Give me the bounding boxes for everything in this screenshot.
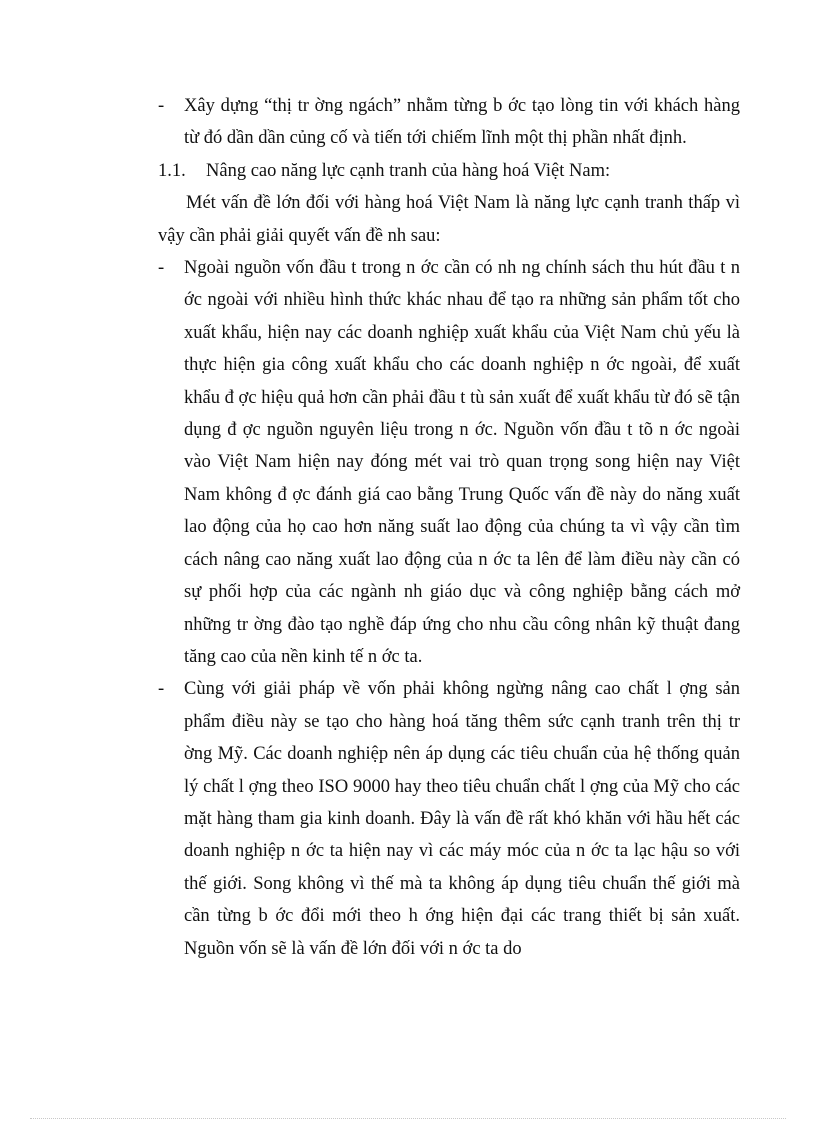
- section-number: 1.1.: [158, 160, 186, 181]
- bullet-marker: -: [158, 679, 165, 700]
- page-bottom-rule: [30, 1118, 786, 1119]
- bullet-item-1: [158, 90, 740, 155]
- intro-paragraph: Mét vấn đề lớn đối với hàng hoá Việt Nam là năng lực cạnh tranh thấp vì vậy cần phải giải quyết vấn đề nh sau:: [158, 193, 740, 246]
- bullet-item-2: [158, 252, 740, 673]
- bullet-marker: -: [158, 96, 165, 116]
- bullet-text-2: Ngoài nguồn vốn đầu t trong n ớc cần có nh ng chính sách thu hút đầu t n ớc ngoài với nhiều hình thức khác nhau để tạo ra những sản phẩm tốt cho xuất khẩu, hiện nay các doanh nghiệp xuất khẩu của Việt Nam chủ yếu là thực hiện gia công xuất khẩu cho các doanh nghiệp n ớc ngoài, để xuất khẩu đ ợc hiệu quả hơn cần phải đầu t tù sản xuất để xuất khẩu từ đó sẽ tận dụng đ ợc nguồn nguyên liệu trong n ớc. Nguồn vốn đầu t tõ n ớc ngoài vào Việt Nam hiện nay đóng mét vai trò quan trọng song hiện nay Việt Nam không đ ợc đánh giá cao bằng Trung Quốc vấn đề này do năng xuất lao động của họ cao hơn năng suất lao động của chúng ta vì vậy cần tìm cách nâng cao năng xuất lao động của n ớc ta lên để làm điều này cần có sự phối hợp của các ngành nh giáo dục và công nghiệp bằng cách mở những tr ờng đào tạo nghề đáp ứng cho nhu cầu công nhân kỹ thuật đang tăng cao của nền kinh tế n ớc ta.: [184, 258, 740, 667]
- bullet-text-3: Cùng với giải pháp về vốn phải không ngừng nâng cao chất l ợng sản phẩm điều này se tạo cho hàng hoá tăng thêm sức cạnh tranh trên thị tr ờng Mỹ. Các doanh nghiệp nên áp dụng các tiêu chuẩn của hệ thống quản lý chất l ợng theo ISO 9000 hay theo tiêu chuẩn chất l ợng của Mỹ cho các mặt hàng tham gia kinh doanh. Đây là vấn đề rất khó khăn với hầu hết các doanh nghiệp n ớc ta hiện nay vì các máy móc của n ớc ta lạc hậu so với thế giới. Song không vì thế mà ta không áp dụng tiêu chuẩn thế giới mà cần từng b ớc đổi mới theo h ớng hiện đại các trang thiết bị sản xuất. Nguồn vốn sẽ là vấn đề lớn đối với n ớc ta do: [184, 679, 740, 959]
- section-title: Nâng cao năng lực cạnh tranh của hàng hoá Việt Nam:: [206, 160, 611, 181]
- document-body: [158, 90, 740, 965]
- bullet-text-1: Xây dựng “thị tr ờng ngách” nhằm từng b ớc tạo lòng tin với khách hàng từ đó dần dần củng cố và tiến tới chiếm lĩnh một thị phần nhất định.: [184, 96, 740, 149]
- bullet-item-3: [158, 673, 740, 965]
- section-heading: [158, 155, 740, 187]
- bullet-marker: -: [158, 258, 165, 279]
